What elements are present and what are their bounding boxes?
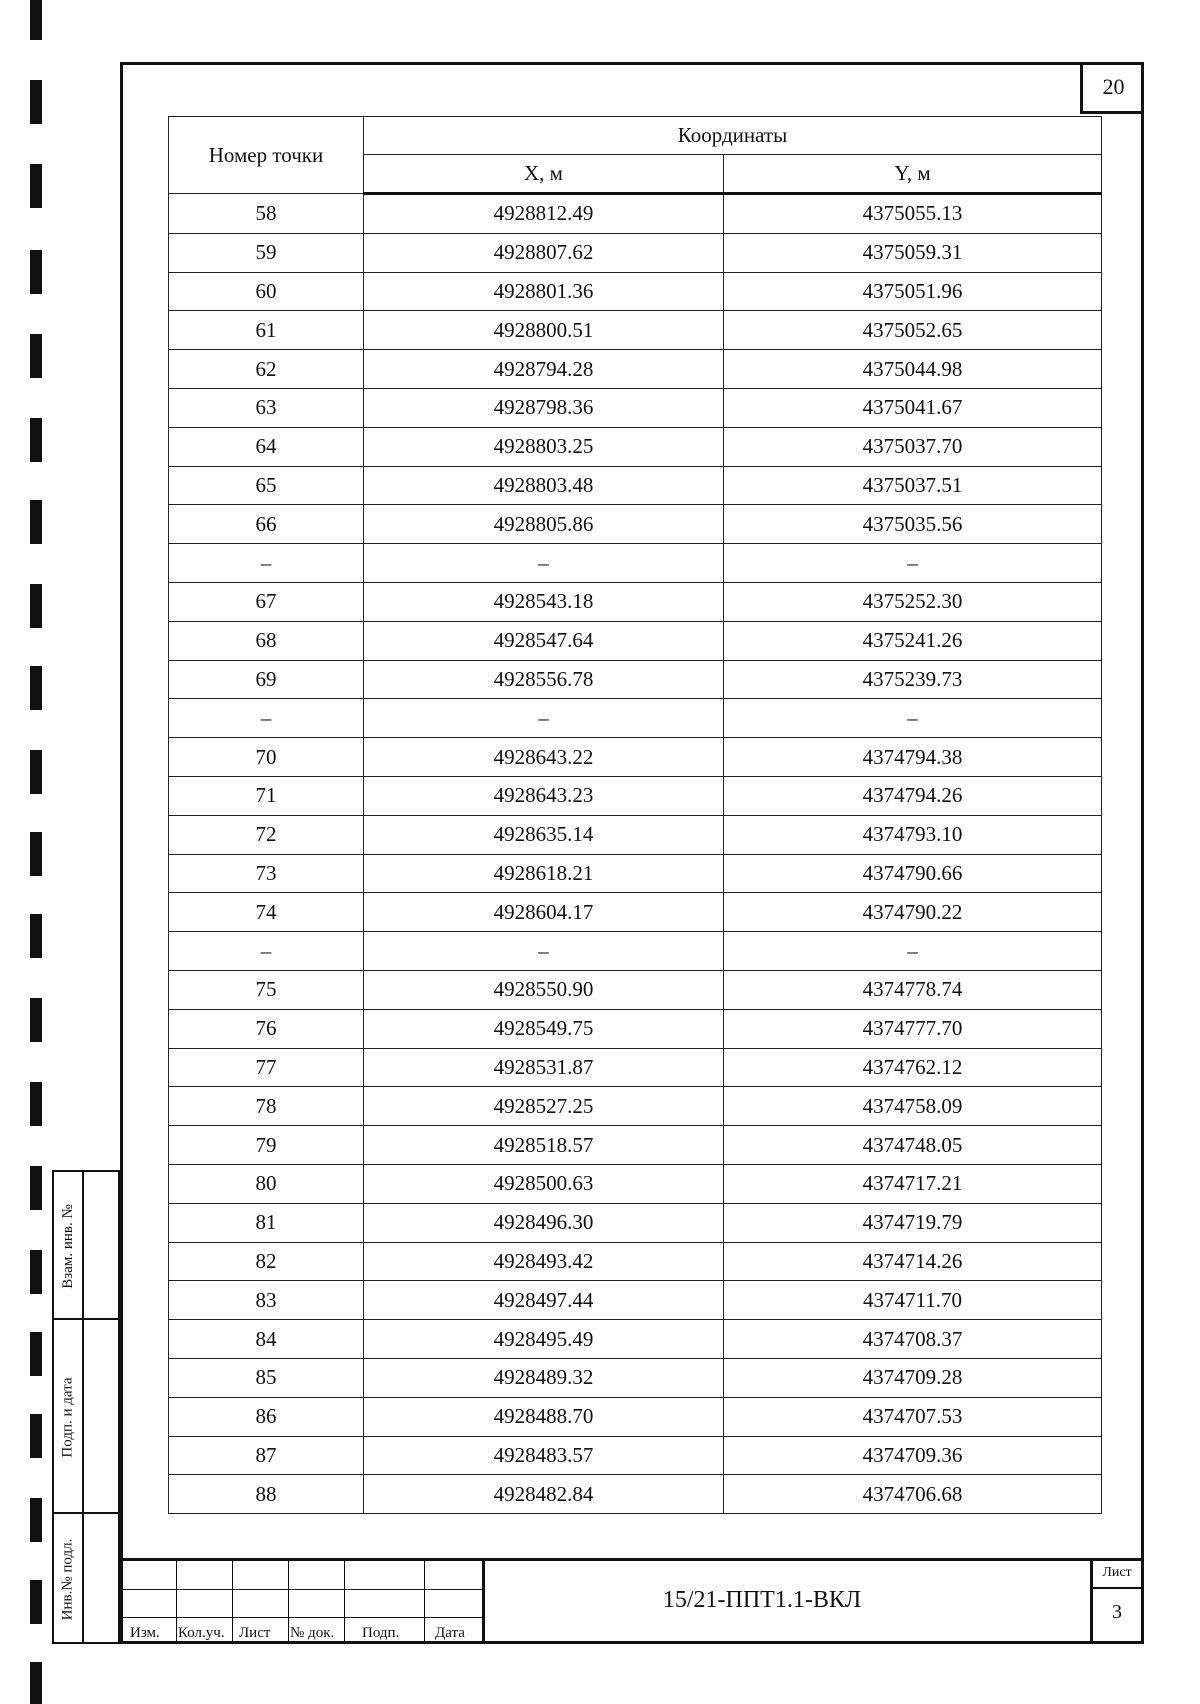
point-number-cell: 77 (169, 1048, 364, 1087)
y-coordinate-cell: 4375059.31 (724, 233, 1102, 272)
x-coordinate-cell: 4928801.36 (364, 272, 724, 311)
grid-line (120, 1589, 482, 1590)
point-number-cell: 86 (169, 1397, 364, 1436)
point-number-cell: 83 (169, 1281, 364, 1320)
y-coordinate-cell: 4375037.51 (724, 466, 1102, 505)
table-row (169, 1475, 1102, 1514)
coordinates-table (168, 116, 1102, 1514)
x-coordinate-cell: 4928643.22 (364, 738, 724, 777)
x-coordinate-cell: 4928807.62 (364, 233, 724, 272)
point-number-cell: 78 (169, 1087, 364, 1126)
table-row (169, 1048, 1102, 1087)
y-coordinate-cell: – (724, 932, 1102, 971)
x-coordinate-cell: – (364, 544, 724, 583)
col-label-podp: Подп. (362, 1625, 400, 1641)
y-coordinate-cell: 4375051.96 (724, 272, 1102, 311)
table-row (169, 582, 1102, 621)
table-row (169, 1436, 1102, 1475)
point-number-cell: 69 (169, 660, 364, 699)
table-row (169, 621, 1102, 660)
point-number-cell: 73 (169, 854, 364, 893)
y-coordinate-cell: 4375041.67 (724, 388, 1102, 427)
point-number-cell: 87 (169, 1436, 364, 1475)
point-number-cell: 62 (169, 350, 364, 389)
point-number-cell: 66 (169, 505, 364, 544)
grid-line (288, 1561, 289, 1644)
table-row (169, 854, 1102, 893)
binding-mark (30, 750, 42, 794)
header-y: Y, м (724, 155, 1102, 194)
grid-line (344, 1561, 345, 1644)
header-point-number: Номер точки (169, 117, 364, 194)
point-number-cell: 61 (169, 311, 364, 350)
side-stamp (52, 1170, 120, 1644)
table-row (169, 699, 1102, 738)
header-x: X, м (364, 155, 724, 194)
y-coordinate-cell: – (724, 544, 1102, 583)
table-row (169, 1397, 1102, 1436)
y-coordinate-cell: 4374793.10 (724, 815, 1102, 854)
col-label-data: Дата (435, 1625, 465, 1641)
binding-mark (30, 1250, 42, 1294)
y-coordinate-cell: 4375241.26 (724, 621, 1102, 660)
point-number-cell: – (169, 699, 364, 738)
stamp-label-replace-inv: Взам. инв. № (59, 1203, 76, 1289)
grid-line (120, 1617, 482, 1618)
y-coordinate-cell: 4374758.09 (724, 1087, 1102, 1126)
point-number-cell: 81 (169, 1203, 364, 1242)
page-number: 20 (1080, 62, 1144, 114)
y-coordinate-cell: 4374707.53 (724, 1397, 1102, 1436)
binding-mark (30, 80, 42, 124)
binding-mark (30, 418, 42, 462)
table-row (169, 660, 1102, 699)
table-row (169, 1126, 1102, 1165)
col-label-list: Лист (239, 1625, 271, 1641)
x-coordinate-cell: 4928550.90 (364, 970, 724, 1009)
y-coordinate-cell: 4374709.36 (724, 1436, 1102, 1475)
point-number-cell: 65 (169, 466, 364, 505)
point-number-cell: 64 (169, 427, 364, 466)
x-coordinate-cell: 4928496.30 (364, 1203, 724, 1242)
y-coordinate-cell: 4375239.73 (724, 660, 1102, 699)
binding-mark (30, 1580, 42, 1624)
x-coordinate-cell: – (364, 932, 724, 971)
y-coordinate-cell: 4375035.56 (724, 505, 1102, 544)
point-number-cell: 70 (169, 738, 364, 777)
y-coordinate-cell: 4374717.21 (724, 1164, 1102, 1203)
table-row (169, 1242, 1102, 1281)
table-row (169, 776, 1102, 815)
x-coordinate-cell: 4928495.49 (364, 1320, 724, 1359)
table-row (169, 1358, 1102, 1397)
point-number-cell: 85 (169, 1358, 364, 1397)
y-coordinate-cell: 4374777.70 (724, 1009, 1102, 1048)
table-row (169, 1087, 1102, 1126)
x-coordinate-cell: 4928618.21 (364, 854, 724, 893)
table-row (169, 194, 1102, 234)
point-number-cell: 71 (169, 776, 364, 815)
y-coordinate-cell: 4374762.12 (724, 1048, 1102, 1087)
x-coordinate-cell: 4928531.87 (364, 1048, 724, 1087)
sheet-box-line (1093, 1587, 1141, 1589)
table-row (169, 466, 1102, 505)
point-number-cell: 67 (169, 582, 364, 621)
table-row (169, 1281, 1102, 1320)
table-row (169, 1320, 1102, 1359)
binding-mark (30, 914, 42, 958)
stamp-label-orig-inv: Инв.№ подл. (59, 1538, 76, 1620)
y-coordinate-cell: 4374708.37 (724, 1320, 1102, 1359)
title-block (120, 1558, 1144, 1644)
y-coordinate-cell: 4374790.66 (724, 854, 1102, 893)
grid-line (424, 1561, 425, 1644)
point-number-cell: 68 (169, 621, 364, 660)
binding-mark (30, 1082, 42, 1126)
binding-mark (30, 584, 42, 628)
x-coordinate-cell: 4928635.14 (364, 815, 724, 854)
binding-mark (30, 164, 42, 208)
x-coordinate-cell: 4928549.75 (364, 1009, 724, 1048)
table-row (169, 1164, 1102, 1203)
x-coordinate-cell: 4928604.17 (364, 893, 724, 932)
table-row (169, 893, 1102, 932)
point-number-cell: 60 (169, 272, 364, 311)
header-coordinates: Координаты (364, 117, 1102, 155)
binding-mark (30, 666, 42, 710)
x-coordinate-cell: 4928489.32 (364, 1358, 724, 1397)
point-number-cell: 59 (169, 233, 364, 272)
y-coordinate-cell: 4374714.26 (724, 1242, 1102, 1281)
grid-line (176, 1561, 177, 1644)
point-number-cell: 80 (169, 1164, 364, 1203)
y-coordinate-cell: 4375055.13 (724, 194, 1102, 234)
x-coordinate-cell: 4928803.48 (364, 466, 724, 505)
y-coordinate-cell: 4374706.68 (724, 1475, 1102, 1514)
binding-mark (30, 500, 42, 544)
x-coordinate-cell: 4928794.28 (364, 350, 724, 389)
point-number-cell: 88 (169, 1475, 364, 1514)
x-coordinate-cell: 4928547.64 (364, 621, 724, 660)
x-coordinate-cell: 4928798.36 (364, 388, 724, 427)
x-coordinate-cell: 4928493.42 (364, 1242, 724, 1281)
point-number-cell: 79 (169, 1126, 364, 1165)
point-number-cell: 74 (169, 893, 364, 932)
sheet-label: Лист (1102, 1565, 1132, 1580)
y-coordinate-cell: 4375052.65 (724, 311, 1102, 350)
x-coordinate-cell: – (364, 699, 724, 738)
table-body (169, 194, 1102, 1514)
table-row (169, 427, 1102, 466)
sheet-number: 3 (1112, 1601, 1122, 1623)
binding-mark (30, 1662, 42, 1704)
point-number-cell: 76 (169, 1009, 364, 1048)
point-number-cell: 63 (169, 388, 364, 427)
y-coordinate-cell: 4374790.22 (724, 893, 1102, 932)
binding-mark (30, 832, 42, 876)
binding-mark (30, 250, 42, 294)
y-coordinate-cell: 4374778.74 (724, 970, 1102, 1009)
x-coordinate-cell: 4928812.49 (364, 194, 724, 234)
y-coordinate-cell: 4374794.26 (724, 776, 1102, 815)
binding-mark (30, 0, 42, 40)
binding-mark (30, 998, 42, 1042)
stamp-label-sign-date: Подп. и дата (59, 1376, 76, 1458)
table-row (169, 272, 1102, 311)
y-coordinate-cell: 4374711.70 (724, 1281, 1102, 1320)
table-row (169, 311, 1102, 350)
col-label-kol-uch: Кол.уч. (178, 1625, 225, 1641)
point-number-cell: 82 (169, 1242, 364, 1281)
binding-mark (30, 1166, 42, 1210)
point-number-cell: 84 (169, 1320, 364, 1359)
binding-mark (30, 1332, 42, 1376)
y-coordinate-cell: – (724, 699, 1102, 738)
table-row (169, 932, 1102, 971)
point-number-cell: 58 (169, 194, 364, 234)
col-label-doc-no: № док. (290, 1625, 335, 1641)
y-coordinate-cell: 4374719.79 (724, 1203, 1102, 1242)
binding-mark (30, 334, 42, 378)
x-coordinate-cell: 4928482.84 (364, 1475, 724, 1514)
point-number-cell: – (169, 932, 364, 971)
y-coordinate-cell: 4374709.28 (724, 1358, 1102, 1397)
table-row (169, 350, 1102, 389)
x-coordinate-cell: 4928518.57 (364, 1126, 724, 1165)
table-row (169, 815, 1102, 854)
col-label-izm: Изм. (130, 1625, 160, 1641)
document-code: 15/21-ППТ1.1-ВКЛ (662, 1587, 862, 1613)
y-coordinate-cell: 4374794.38 (724, 738, 1102, 777)
x-coordinate-cell: 4928643.23 (364, 776, 724, 815)
x-coordinate-cell: 4928500.63 (364, 1164, 724, 1203)
y-coordinate-cell: 4374748.05 (724, 1126, 1102, 1165)
table-row (169, 738, 1102, 777)
x-coordinate-cell: 4928803.25 (364, 427, 724, 466)
grid-line (232, 1561, 233, 1644)
table-row (169, 544, 1102, 583)
x-coordinate-cell: 4928543.18 (364, 582, 724, 621)
y-coordinate-cell: 4375044.98 (724, 350, 1102, 389)
binding-mark (30, 1414, 42, 1458)
x-coordinate-cell: 4928805.86 (364, 505, 724, 544)
revision-grid (120, 1561, 482, 1644)
sheet-box (1090, 1561, 1141, 1644)
x-coordinate-cell: 4928483.57 (364, 1436, 724, 1475)
table-row (169, 1203, 1102, 1242)
table-row (169, 388, 1102, 427)
x-coordinate-cell: 4928800.51 (364, 311, 724, 350)
point-number-cell: 72 (169, 815, 364, 854)
x-coordinate-cell: 4928497.44 (364, 1281, 724, 1320)
y-coordinate-cell: 4375252.30 (724, 582, 1102, 621)
table-row (169, 1009, 1102, 1048)
point-number-cell: – (169, 544, 364, 583)
table-row (169, 233, 1102, 272)
y-coordinate-cell: 4375037.70 (724, 427, 1102, 466)
x-coordinate-cell: 4928488.70 (364, 1397, 724, 1436)
x-coordinate-cell: 4928527.25 (364, 1087, 724, 1126)
table-row (169, 970, 1102, 1009)
x-coordinate-cell: 4928556.78 (364, 660, 724, 699)
table-row (169, 505, 1102, 544)
point-number-cell: 75 (169, 970, 364, 1009)
binding-mark (30, 1498, 42, 1542)
